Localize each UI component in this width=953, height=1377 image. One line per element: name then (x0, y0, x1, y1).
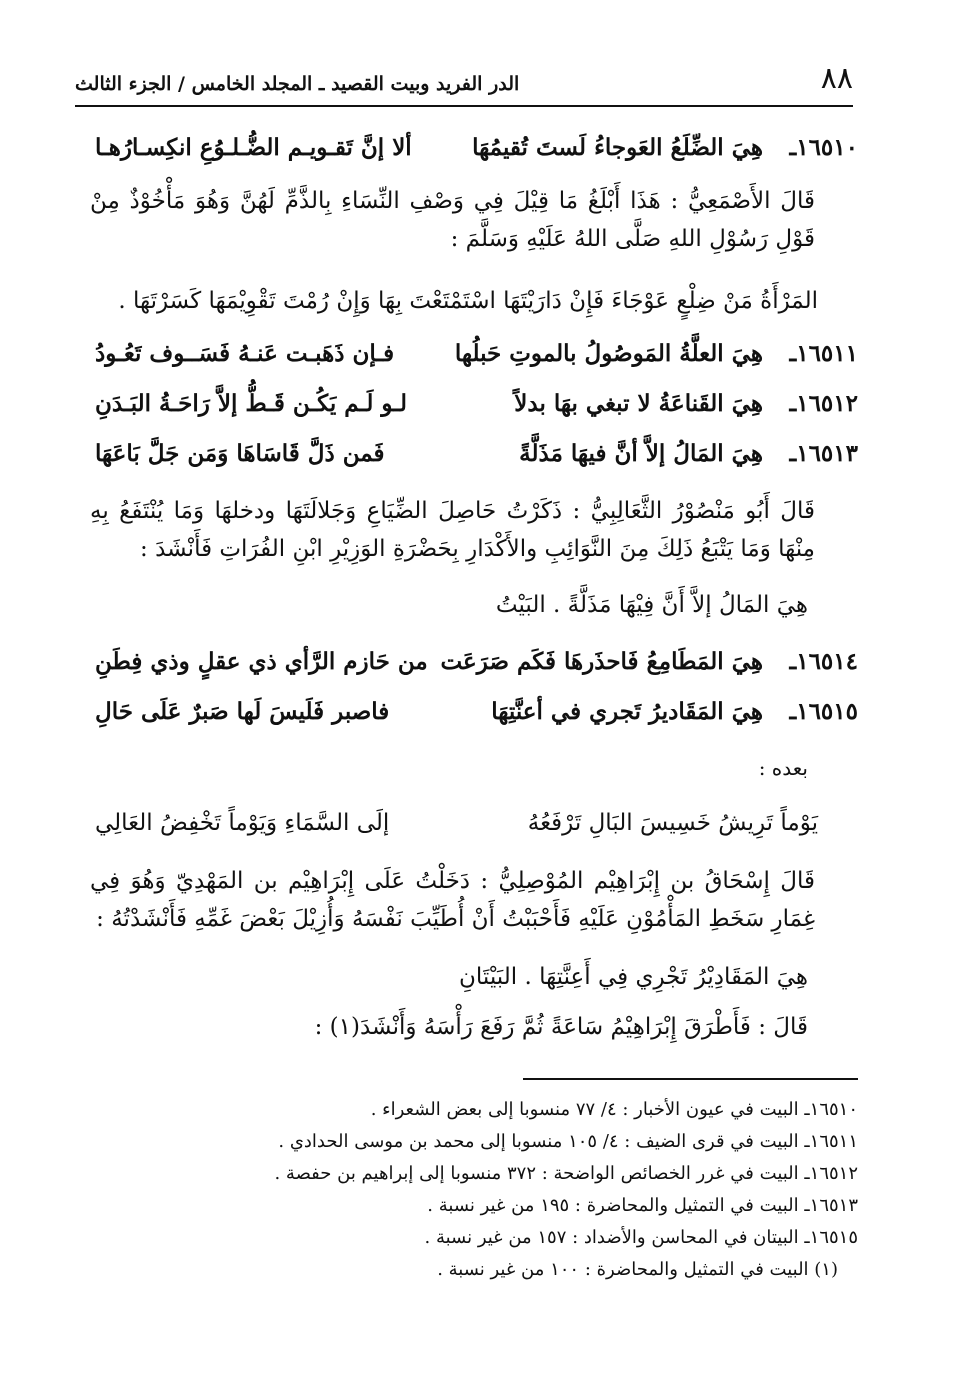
verse-first-hemistich: هِيَ المَقَاديرُ تَجري في أعنَّتِهَا (491, 698, 763, 725)
ishaq-text: قَالَ إِسْحَاقُ بن إِبْرَاهِيْم المُوْصِلِيُّ : دَخَلْتُ عَلَى إِبْرَاهِيْم بن المَهْدِيّ وَهُوَ فِي غِمَارِ سَخَطِ المَأْمُوْنِ عَلَيْهِ فَأَحْبَبْتُ أَنْ أُطَيِّبَ نَفْسَهُ وَأُزِيْلَ بَعْضَ غَمِّهِ فَأَنْشَدْتُهُ : (90, 868, 815, 932)
verse-number: ١٦٥١٢ـ (789, 390, 858, 417)
verse-second-hemistich: لـو لَـم يَكُـن قَـطُّ إلاَّ رَاحَـةُ البَـدَنِ (95, 390, 407, 417)
verse-16514 (95, 644, 858, 684)
qala-line: قَالَ : فَأَطْرَقَ إِبْرَاهِيْمُ سَاعَةً ثُمَّ رَفَعَ رَأْسَهُ وَأَنْشَدَ(١) : (314, 1014, 808, 1040)
verse-first-hemistich: هِيَ الضِّلَعُ العَوجاءُ لَستَ تُقيمُهَا (472, 134, 763, 161)
verse-unnumbered (95, 806, 858, 846)
footnote-item: ١٦٥١١ـ البيت في قرى الضيف : ٤/ ١٠٥ منسوبا إلى محمد بن موسى الحدادي . (278, 1131, 858, 1152)
baadahu-label: بعده : (758, 756, 808, 780)
page-number: ٨٨ (820, 61, 853, 96)
verse-number: ١٦٥١١ـ (789, 340, 858, 367)
verse-second-hemistich: فـإن ذَهَبـت عَنـهُ فَسَــوف تَعُـودُ (95, 340, 395, 367)
footnote-item: ١٦٥١٣ـ البيت في التمثيل والمحاضرة : ١٩٥ من غير نسبة . (427, 1195, 858, 1216)
footnote-item: ١٦٥١٢ـ البيت في غرر الخصائص الواضحة : ٣٧٢ منسوبا إلى إبراهيم بن حفصة . (274, 1163, 858, 1184)
running-title: الدر الفريد وبيت القصيد ـ المجلد الخامس / الجزء الثالث (75, 73, 520, 95)
verse-16510 (95, 130, 858, 170)
verse-second-hemistich: من حَازم الرَّأي ذي عقلٍ وذي فِطَنِ (95, 648, 428, 675)
verse-second-hemistich: ألا إنَّ تَقـويـم الضُّـلـوُعِ انكِسـارُهـا (95, 134, 412, 161)
verse-16511 (95, 336, 858, 376)
footnote-item: ١٦٥١٥ـ البيتان في المحاسن والأضداد : ١٥٧ من غير نسبة . (424, 1227, 858, 1248)
footnote-item: (١) البيت في التمثيل والمحاضرة : ١٠٠ من غير نسبة . (437, 1259, 838, 1280)
quote-line-2: هِيَ المَقَادِيْرُ تَجْرِي فِي أَعِنَّتِهَا . البَيْتَانِ (459, 964, 808, 990)
verse-first-hemistich: هِيَ العلَّةُ المَوصُولُ بالموتِ حَبلُها (454, 340, 763, 367)
verse-first-hemistich: هِيَ المَطَامِعُ فَاحذَرهَا فَكَم صَرَعَت (440, 648, 763, 675)
verse-16515 (95, 694, 858, 734)
verse-16513 (95, 436, 858, 476)
verse-16512 (95, 386, 858, 426)
asmai-text: قَالَ الأَصْمَعِيُّ : هَذَا أَبْلَغُ مَا قِيْلَ فِي وَصْفِ النِّسَاءِ بِالذَّمِّ لَهُنَّ وَهُوَ مَأْخُوْذٌ مِنْ قَوْلِ رَسُوْلِ اللهِ صَلَّى اللهُ عَلَيْهِ وَسَلَّمَ : (90, 188, 815, 252)
footnote-separator (523, 1078, 858, 1080)
verse-second-hemistich: فاصبر فَلَيسَ لَها صَبرٌ عَلَى حَالِ (95, 698, 390, 725)
quote-line-1: هِيَ المَالُ إلاَّ أَنَّ فِيْهَا مَذَلَّةً . البَيْتُ (495, 592, 808, 618)
hadith-line: المَرْأَةُ مَنْ ضِلْعٍ عَوْجَاءَ فَإِنْ دَارَيْتَهَا اسْتَمْتَعْتَ بِهَا وَإِنْ رُمْتَ تَقْوِيْمَهَا كَسَرْتَهَا . (118, 288, 818, 314)
footnote-item: ١٦٥١٠ـ البيت في عيون الأخبار : ٤/ ٧٧ منسوبا إلى بعض الشعراء . (370, 1099, 858, 1120)
verse-number: ١٦٥١٠ـ (789, 134, 858, 161)
verse-number: ١٦٥١٤ـ (789, 648, 858, 675)
verse-number: ١٦٥١٥ـ (789, 698, 858, 725)
verse-number: ١٦٥١٣ـ (789, 440, 858, 467)
page-header (75, 55, 853, 107)
thaalibi-text: قَالَ أَبُو مَنْصُوْرُ الثَّعَالِبِيُّ : ذَكَرْتُ حَاصِلَ الضِّيَاعِ وَجَلالَتَهَا ودخلهَا وَمَا يُنْتَفَعُ بِهِ مِنْهَا وَمَا يَتْبَعُ ذَلِكَ مِنَ النَّوَائِبِ والأَكْدَارِ بِحَضْرَةِ الوَزِيْرِ ابْنِ الفُرَاتِ فَأَنْشَدَ : (90, 498, 815, 562)
asmai-paragraph (90, 182, 853, 258)
verse-first-hemistich: يَوْماً تَرِيشُ خَسِيسَ البَالِ تَرْفَعُهُ (527, 810, 818, 836)
verse-second-hemistich: فَمن ذَلَّ قَاسَاهَا وَمَن جَلَّ بَاعَهَا (95, 440, 385, 467)
verse-second-hemistich: إلَى السَّمَاءِ وَيَوْماً تَخْفِضُ العَالِي (95, 810, 390, 836)
ishaq-paragraph (90, 862, 853, 938)
verse-first-hemistich: هِيَ القَناعَةُ لا تبغي بهَا بدلاً (514, 390, 763, 417)
footnotes (90, 1094, 858, 1286)
thaalibi-paragraph (90, 492, 853, 568)
verse-first-hemistich: هِيَ المَالُ إلاَّ أنَّ فيهَا مَذَلَّةً (519, 440, 763, 467)
